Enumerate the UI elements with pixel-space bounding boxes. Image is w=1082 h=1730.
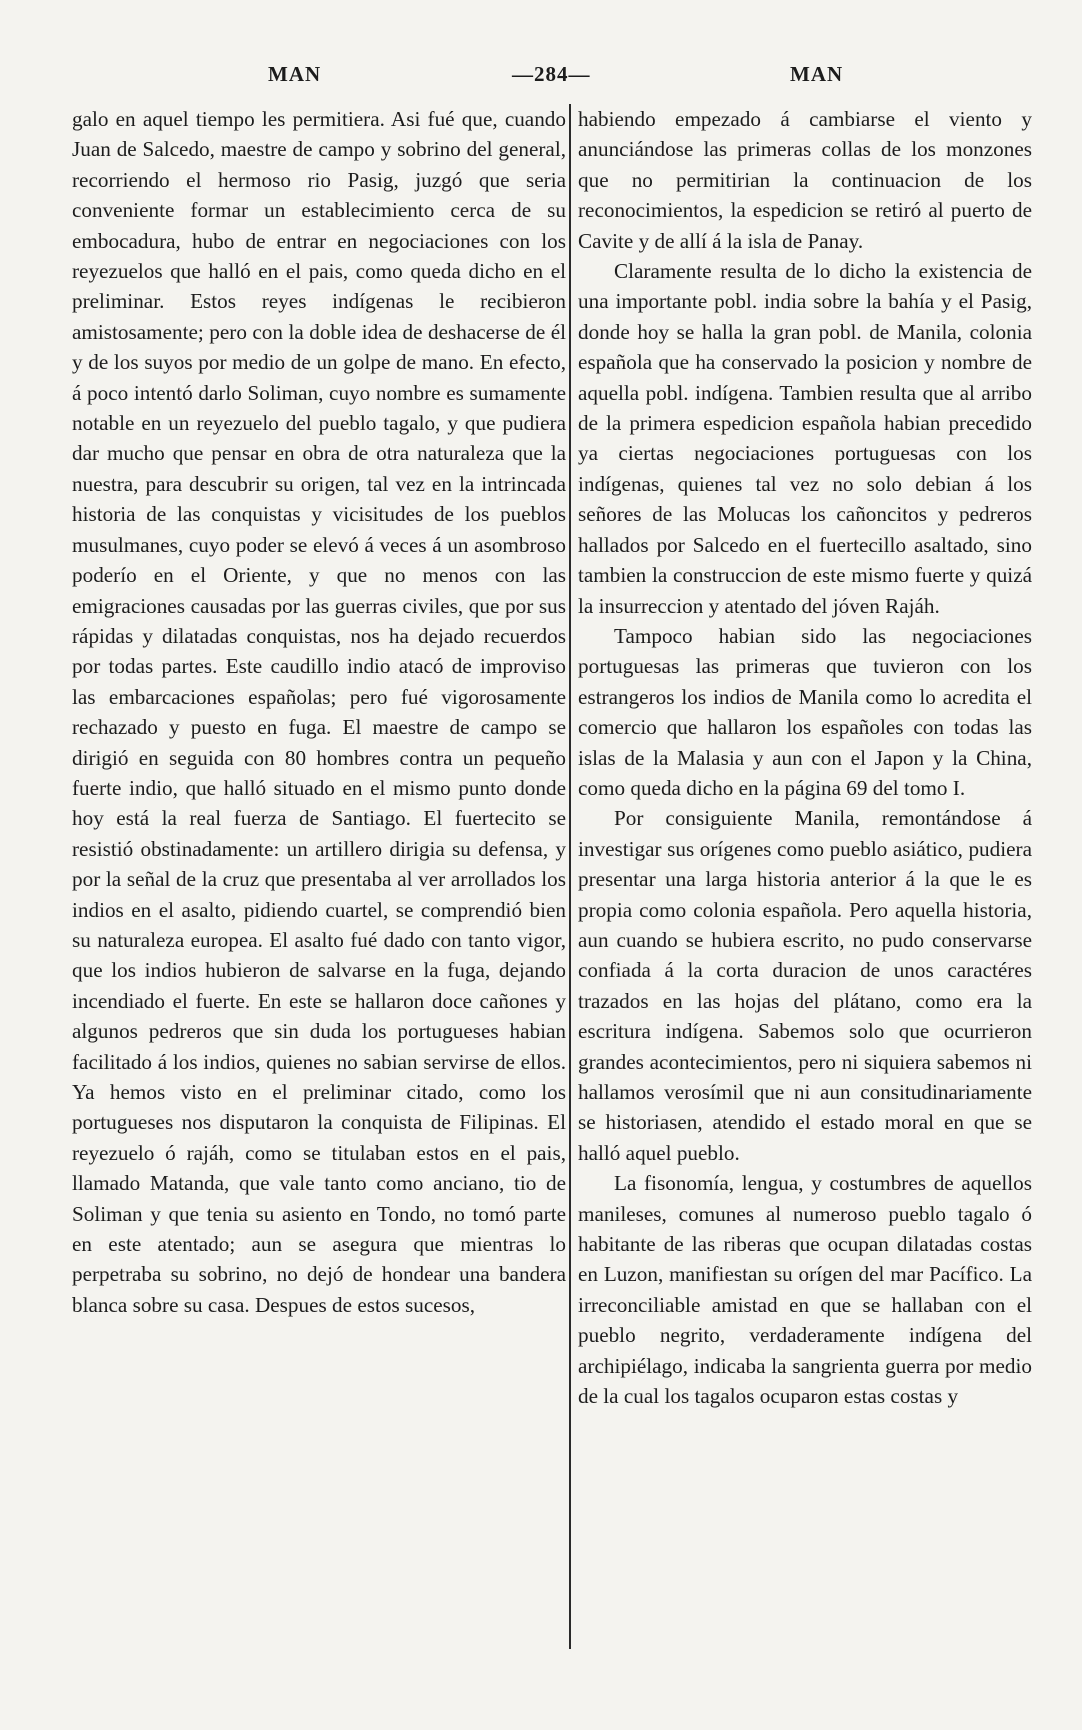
left-column — [72, 104, 566, 1320]
running-head-left: MAN — [268, 62, 322, 86]
page-number: —284— — [512, 62, 591, 86]
right-paragraph-3: Tampoco habian sido las negociaciones portuguesas las primeras que tuvieron con los estrangeros los indios de Manila como lo acredita el comercio que hallaron los españoles con todas las islas de la Malasia y aun con el Japon y la China, como queda dicho en la página 69 del tomo I. — [578, 623, 1032, 800]
right-paragraph-2: Claramente resulta de lo dicho la existencia de una importante pobl. india sobre la bahía y el Pasig, donde hoy se halla la gran pobl. de Manila, colonia española que ha conservado la posicion y nombre de aquella pobl. indígena. Tambien resulta que al arribo de la primera espedicion española habian precedido ya ciertas negociaciones portuguesas con los indígenas, quienes tal vez no solo debian á los señores de las Molucas los cañoncitos y pedreros hallados por Salcedo en el fuertecillo asaltado, sino tambien la construccion de este mismo fuerte y quizá la insurreccion y atentado del jóven Rajáh. — [578, 259, 1032, 618]
running-head-right: MAN — [790, 62, 844, 86]
right-paragraph-4: Por consiguiente Manila, remontándose á investigar sus orígenes como pueblo asiático, pudiera presentar una larga historia anterior á la que le es propia como colonia española. Pero aquella historia, aun cuando se hubiera escrito, no pudo conservarse confiada á la corta duracion de unos caractéres trazados en las hojas del plátano, como era la escritura indígena. Sabemos solo que ocurrieron grandes acontecimientos, pero ni siquiera sabemos ni hallamos verosímil que ni aun consitudinariamente se historiasen, atendido el estado moral en que se halló aquel pueblo. — [578, 806, 1032, 1165]
left-paragraph-1: galo en aquel tiempo les permitiera. Asi fué que, cuando Juan de Salcedo, maestre de campo y sobrino del general, recorriendo el hermoso rio Pasig, juzgó que seria conveniente formar un establecimiento cerca de su embocadura, hubo de entrar en negociaciones con los reyezuelos que halló en el pais, como queda dicho en el preliminar. Estos reyes indígenas le recibieron amistosamente; pero con la doble idea de deshacerse de él y de los suyos por medio de un golpe de mano. En efecto, á poco intentó darlo Soliman, cuyo nombre es sumamente notable en un reyezuelo del pueblo tagalo, y que pudiera dar mucho que pensar en obra de otra naturaleza que la nuestra, para descubrir su origen, tal vez en la intrincada historia de las conquistas y vicisitudes de los pueblos musulmanes, cuyo poder se elevó á veces á un asombroso poderío en el Oriente, y que no menos con las emigraciones causadas por las guerras civiles, que por sus rápidas y dilatadas conquistas, nos ha dejado recuerdos por todas partes. Este caudillo indio atacó de improviso las embarcaciones españolas; pero fué vigorosamente rechazado y puesto en fuga. El maestre de campo se dirigió en seguida con 80 hombres contra un pequeño fuerte indio, que halló situado en el mismo punto donde hoy está la real fuerza de Santiago. El fuertecito se resistió obstinadamente: un artillero dirigia su defensa, y por la señal de la cruz que presentaba al ver arrollados los indios en el asalto, pidiendo cuartel, se comprendió bien su naturaleza europea. El asalto fué dado con tanto vigor, que los indios hubieron de salvarse en la fuga, dejando incendiado el fuerte. En este se hallaron doce cañones y algunos pedreros que sin duda los portugueses habian facilitado á los indios, quienes no sabian servirse de ellos. Ya hemos visto en el preliminar citado, como los portugueses nos disputaron la conquista de Filipinas. El reyezuelo ó rajáh, como se titulaban estos en el pais, llamado Matanda, que vale tanto como anciano, tio de Soliman y que tenia su asiento en Tondo, no tomó parte en este atentado; aun se asegura que mientras lo perpetraba su sobrino, no dejó de hondear una bandera blanca sobre su casa. Despues de estos sucesos, — [72, 107, 566, 1317]
right-paragraph-5: La fisonomía, lengua, y costumbres de aquellos manileses, comunes al numeroso pueblo tagalo ó habitante de las riberas que ocupan dilatadas costas en Luzon, manifiestan su orígen del mar Pacífico. La irreconciliable amistad en que se hallaban con el pueblo negrito, verdaderamente indígena del archipiélago, indicaba la sangrienta guerra por medio de la cual los tagalos ocuparon estas costas y — [578, 1171, 1032, 1409]
page-header — [0, 62, 1082, 102]
right-column — [578, 104, 1032, 1411]
right-paragraph-1: habiendo empezado á cambiarse el viento y anunciándose las primeras collas de los monzones que no permitirian la continuacion de los reconocimientos, la espedicion se retiró al puerto de Cavite y de allí á la isla de Panay. — [578, 107, 1032, 253]
column-divider — [569, 104, 571, 1649]
